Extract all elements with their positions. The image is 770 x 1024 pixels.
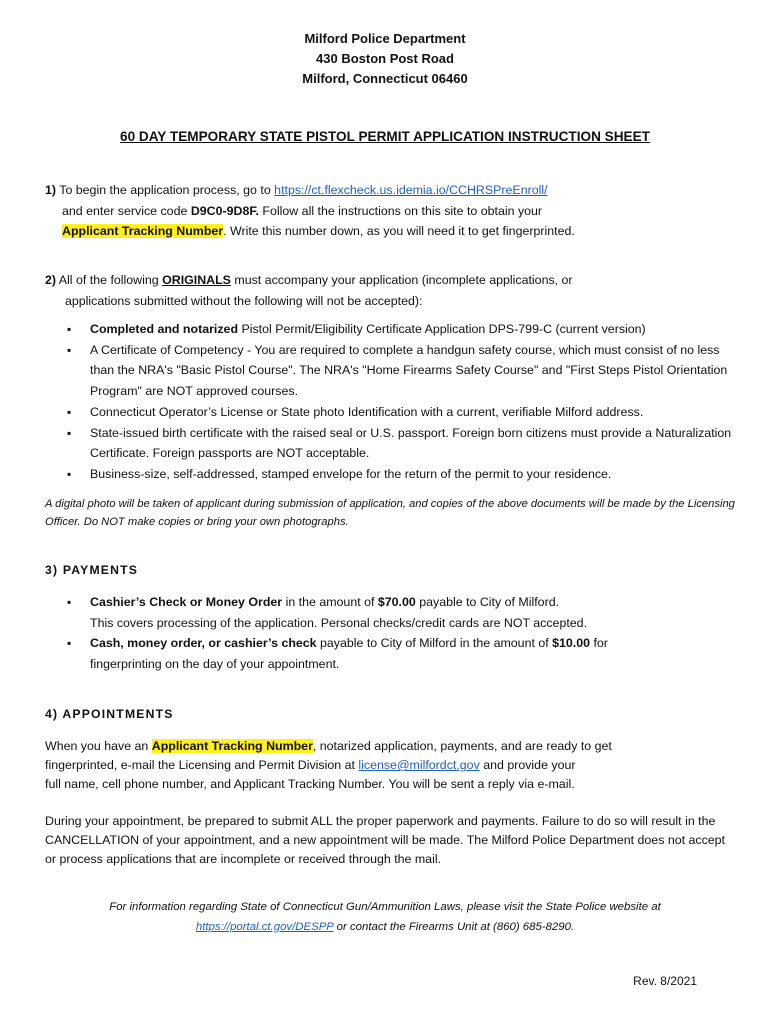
step-2-text: All of the following — [56, 273, 163, 287]
footer-text-2: or contact the Firearms Unit at (860) 685-8290. — [333, 920, 575, 933]
tracking-number-highlight: Applicant Tracking Number — [62, 224, 224, 238]
application-fee: $70.00 — [377, 595, 416, 609]
appointments-text: , notarized application, payments, and are ready to get — [312, 739, 612, 753]
email-link[interactable]: license@milfordct.gov — [358, 758, 480, 773]
photo-note: A digital photo will be taken of applicant during submission of application, and copies of the above documents will be made by the Licensing Officer. Do NOT make copies or bring your own photographs. — [45, 498, 735, 528]
payment-text: payable to City of Milford. — [415, 595, 560, 609]
list-item-text: A Certificate of Competency - You are required to complete a handgun safety course, which must consist of no less than the NRA's "Basic Pistol Course". The NRA's "Home Firearms Safety Course" and "First Steps Pistol Orientation Program" are NOT approved courses. — [90, 342, 728, 399]
service-code: D9C0-9D8F. — [190, 203, 259, 218]
payment-text: payable to City of Milford in the amount of — [316, 636, 553, 651]
step-1-text-4: . Write this number down, as you will need it to get fingerprinted. — [223, 224, 575, 238]
footer-text: For information regarding State of Connecticut Gun/Ammunition Laws, please visit the State Police website at — [109, 901, 661, 913]
department-name: Milford Police Department — [304, 31, 466, 46]
originals-emphasis: ORIGINALS — [162, 273, 231, 287]
appointments-paragraph-2: During your appointment, be prepared to submit ALL the proper paperwork and payments. Failure to do so will result in the CANCELLATION of your appointment, and a new appointment will be made. The Milford Police Department does not accept or process applications that are incomplete or received through the mail. — [45, 814, 726, 867]
list-item — [45, 464, 735, 485]
payment-method-2: Cash, money order, or cashier’s check — [90, 636, 317, 651]
list-item-text: Pistol Permit/Eligibility Certificate Application DPS-799-C (current version) — [238, 322, 646, 336]
step-1-text-3: Follow all the instructions on this site to obtain your — [258, 203, 543, 218]
appointments-text: When you have an — [45, 739, 152, 753]
revision-date: Rev. 8/2021 — [633, 974, 697, 988]
appointments-text: fingerprinted, e-mail the Licensing and Permit Division at — [45, 758, 359, 773]
step-2-text-3: applications submitted without the following will not be accepted): — [65, 293, 423, 308]
payment-text: in the amount of — [282, 595, 378, 609]
step-1-text-2: and enter service code — [62, 203, 191, 218]
state-police-link[interactable]: https://portal.ct.gov/DESPP — [195, 920, 334, 933]
city-state-zip: Milford, Connecticut 06460 — [302, 71, 468, 86]
appointments-text: and provide your — [479, 758, 576, 773]
payment-text: for — [590, 636, 608, 651]
list-item — [45, 633, 735, 674]
fingerprint-fee: $10.00 — [552, 636, 591, 651]
payment-method-1: Cashier’s Check or Money Order — [90, 595, 283, 609]
payment-text: fingerprinting on the day of your appointment. — [90, 657, 340, 672]
step-1-number: 1) — [45, 183, 57, 197]
required-documents-list — [45, 319, 735, 485]
document-title: 60 DAY TEMPORARY STATE PISTOL PERMIT APPLICATION INSTRUCTION SHEET — [120, 129, 650, 144]
step-1 — [45, 180, 735, 242]
step-1-text: To begin the application process, go to — [56, 183, 275, 197]
tracking-number-highlight: Applicant Tracking Number — [151, 739, 313, 753]
step-2-text-2: must accompany your application (incomplete applications, or — [230, 273, 573, 287]
list-item-text: Connecticut Operator’s License or State photo Identification with a current, verifiable Milford address. — [90, 404, 644, 419]
street-address: 430 Boston Post Road — [316, 51, 454, 66]
step-2-number: 2) — [45, 273, 57, 287]
appointments-paragraph-1 — [45, 737, 735, 795]
appointments-heading: 4) APPOINTMENTS — [45, 707, 174, 721]
appointments-text: full name, cell phone number, and Applicant Tracking Number. You will be sent a reply via e-mail. — [45, 777, 575, 792]
list-item-text: Business-size, self-addressed, stamped envelope for the return of the permit to your residence. — [90, 466, 612, 481]
letterhead — [0, 29, 770, 89]
enrollment-link[interactable]: https://ct.flexcheck.us.idemia.io/CCHRSPreEnroll/ — [274, 183, 548, 197]
step-2 — [45, 270, 735, 311]
list-item-bold: Completed and notarized — [90, 322, 239, 336]
payments-heading: 3) PAYMENTS — [45, 563, 139, 577]
list-item — [45, 423, 735, 464]
payments-list — [45, 592, 735, 675]
list-item — [45, 592, 735, 633]
footer-note — [0, 898, 770, 937]
list-item — [45, 402, 735, 423]
list-item-text: State-issued birth certificate with the raised seal or U.S. passport. Foreign born citizens must provide a Naturalization Certificate. Foreign passports are NOT acceptable. — [90, 425, 732, 461]
list-item — [45, 319, 735, 340]
payment-text: This covers processing of the application. Personal checks/credit cards are NOT accepted. — [90, 615, 588, 630]
list-item — [45, 340, 735, 402]
